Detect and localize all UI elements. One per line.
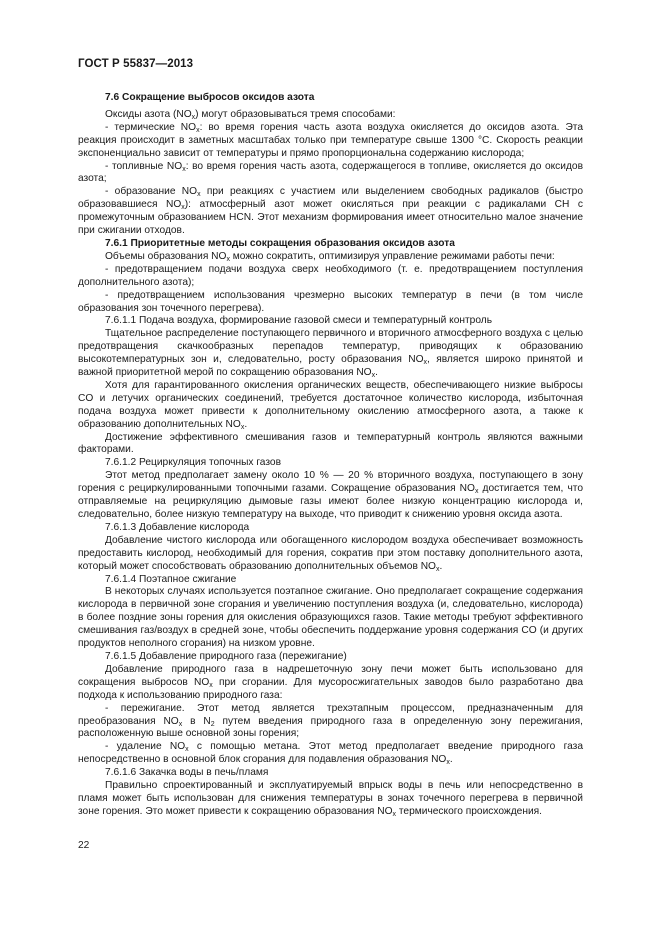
text-run: : во время горения часть азота воздуха окисляется до оксидов азота. Эта реакция происходит в заметных масштабах только при температуре свыше 1300 °С. Скорость реакции экспоненциально зависит от температуры и прямо пропорциональна содержанию кислорода; <box>78 121 583 159</box>
section-heading <box>78 238 583 251</box>
text-run: с помощью метана. Этот метод предполагает введение природного газа непосредственно в основной блок сгорания для подавления образования NO <box>78 741 583 766</box>
text-run: ) могут образовываться тремя способами: <box>195 108 396 120</box>
paragraph <box>78 535 583 574</box>
text-run: - предотвращением подачи воздуха сверх необходимого (т. е. предотвращением поступления дополнительного азота); <box>78 263 583 288</box>
subscript: x <box>191 113 196 121</box>
text-run: . <box>244 418 248 430</box>
paragraph <box>78 522 583 535</box>
text-run: - предотвращением использования чрезмерно высоких температур в печи (в том числе образования зон точечного перегрева). <box>78 289 583 314</box>
paragraph <box>78 664 583 703</box>
subscript: x <box>185 746 189 754</box>
text-run: 7.6 Сокращение выбросов оксидов азота <box>105 92 315 103</box>
paragraph <box>78 651 583 664</box>
text-run: Правильно спроектированный и эксплуатируемый впрыск воды в печь или непосредственно в пламя может быть использован для снижения температуры в зонах точечного перегрева в первичной зоне горения. Это может привести к сокращению образования NO <box>78 780 583 817</box>
text-run: 7.6.1 Приоритетные методы сокращения образования оксидов азота <box>105 237 455 249</box>
subscript: x <box>196 126 200 134</box>
paragraph <box>78 767 583 780</box>
text-run: Оксиды азота (NO <box>105 108 192 120</box>
text-run: , является широко принятой и важной приоритетной мерой по сокращению образования NO <box>78 354 583 379</box>
text-run: - термические NO <box>105 121 197 133</box>
text-run: Объемы образования NO <box>105 250 227 262</box>
page-number: 22 <box>78 840 90 851</box>
subscript: x <box>474 488 479 496</box>
paragraph <box>78 264 583 290</box>
paragraph <box>78 315 583 328</box>
text-run: 7.6.1.1 Подача воздуха, формирование газовой смеси и температурный контроль <box>105 315 493 327</box>
paragraph <box>78 457 583 470</box>
paragraph <box>78 109 583 122</box>
text-run: можно сократить, оптимизируя управление режимами работы печи: <box>229 250 555 262</box>
text-run: . <box>439 560 443 572</box>
text-run: 7.6.1.3 Добавление кислорода <box>105 521 250 533</box>
paragraph <box>78 586 583 651</box>
paragraph <box>78 574 583 587</box>
text-run: . <box>449 754 453 766</box>
paragraph <box>78 186 583 238</box>
text-run: ): атмосферный азот может окисляться при реакции с радикалами CH с промежуточным образованием HCN. Этот механизм формирования имеет относительно малое значение при сжигании отходов. <box>78 199 583 237</box>
text-run: 7.6.1.4 Поэтапное сжигание <box>105 573 237 585</box>
paragraph <box>78 122 583 161</box>
subscript: x <box>178 720 183 728</box>
subscript: x <box>209 681 213 689</box>
text-run: - пережигание. Этот метод является трехэтапным процессом, предназначенным для преобразования NO <box>78 702 583 727</box>
section-heading <box>78 92 583 105</box>
subscript: x <box>197 191 201 199</box>
text-run: : во время горения часть азота, содержащегося в топливе, окисляется до оксидов азота; <box>78 160 583 185</box>
text-run: Хотя для гарантированного окисления органических веществ, обеспечивающего низкие выбросы CO и летучих органических соединений, требуется достаточное количество кислорода, избыточная подача воздуха может привести к дополнительному окислению атмосферного азота, а также к образованию дополнительных NO <box>78 379 583 430</box>
text-run: . <box>375 367 378 379</box>
text-run: Этот метод предполагает замену около 10 % — 20 % вторичного воздуха, поступающего в зону горения с рециркулированными топочными газами. Сокращение образования NO <box>78 470 583 495</box>
text-run: при реакциях с участием или выделением свободных радикалов (быстро образовавшиеся NO <box>78 186 583 211</box>
text-run: - удаление NO <box>105 741 186 753</box>
subscript: x <box>182 165 186 173</box>
paragraph <box>78 432 583 458</box>
text-run: Тщательное распределение поступающего первичного и вторичного атмосферного воздуха с целью предотвращения скачкообразных перепадов температур, приводящих к образованию высокотемпературных зон и, следовательно, росту образования NO <box>78 328 583 366</box>
text-run: путем введения природного газа в определенную зону пережигания, расположенную выше основной зоны горения; <box>78 715 584 740</box>
paragraph <box>78 251 583 264</box>
subscript: x <box>435 565 440 573</box>
paragraph <box>78 161 583 187</box>
paragraph <box>78 290 583 316</box>
subscript: x <box>371 372 376 380</box>
text-run: - топливные NO <box>105 160 183 172</box>
text-run: В некоторых случаях используется поэтапное сжигание. Оно предполагает сокращение содержания кислорода в первичной зоне сгорания и увеличению поступления воздуха (и, следовательно, кислорода) в более поздние зоны горения для окисления образующихся газов. Такие методы требуют эффективного смешивания газ/воздух в средней зоне, чтобы обеспечить поддержание уровня содержания CO (и других продуктов неполного сгорания) на низком уровне. <box>78 586 583 650</box>
text-run: - образование NO <box>105 186 198 198</box>
subscript: 2 <box>210 720 215 728</box>
text-run: при сгорании. Для мусоросжигательных заводов было разработано два подхода к использованию природного газа: <box>78 676 583 701</box>
text-run: Достижение эффективного смешивания газов и температурный контроль являются важными факторами. <box>78 431 583 456</box>
page-header-standard: ГОСТ Р 55837—2013 <box>78 58 194 70</box>
subscript: x <box>240 423 245 431</box>
subscript: x <box>392 810 397 818</box>
paragraph <box>78 741 583 767</box>
subscript: x <box>226 255 230 263</box>
text-run: Добавление природного газа в надрешеточную зону печи может быть использовано для сокращения выбросов NO <box>78 663 583 688</box>
paragraph <box>78 780 583 819</box>
text-run: Добавление чистого кислорода или обогащенного кислородом воздуха обеспечивает возможность предоставить кислород, необходимый для горения, сократив при этом поставку дополнительного азота, который может способствовать образованию дополнительных объемов NO <box>78 534 583 572</box>
paragraph <box>78 470 583 522</box>
text-run: 7.6.1.5 Добавление природного газа (пережигание) <box>105 650 347 662</box>
subscript: x <box>181 204 185 212</box>
text-run: 7.6.1.6 Закачка воды в печь/пламя <box>105 767 269 779</box>
subscript: x <box>446 759 450 767</box>
body-text <box>78 92 583 819</box>
text-run: достигается тем, что отправляемые на рециркуляцию дымовые газы имеют более низкую концентрацию кислорода и, следовательно, более низкую температуру на выходе, что приводит к снижению уровня оксида азота. <box>78 483 583 520</box>
paragraph <box>78 380 583 432</box>
subscript: x <box>423 359 428 367</box>
paragraph <box>78 703 583 742</box>
text-run: термического происхождения. <box>396 805 542 817</box>
paragraph <box>78 328 583 380</box>
text-run: в N <box>182 715 211 727</box>
text-run: 7.6.1.2 Рециркуляция топочных газов <box>105 457 281 469</box>
